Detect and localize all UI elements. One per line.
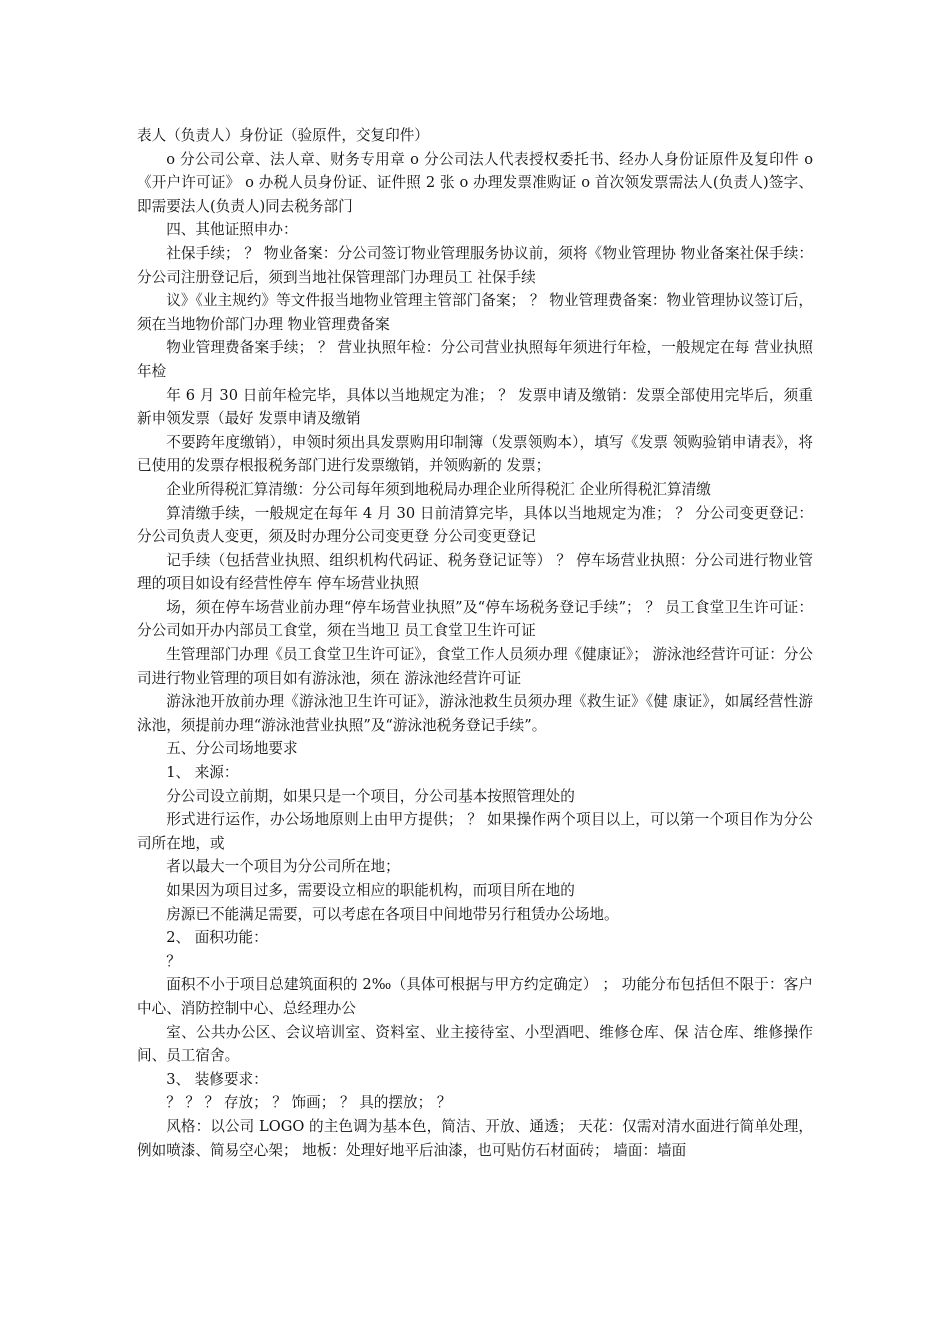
paragraph-annual-inspection: 物业管理费备案手续； ？ 营业执照年检：分公司营业执照每年须进行年检，一般规定在每 营业执照年检 <box>137 339 813 380</box>
paragraph-invoice-application: 年 6 月 30 日前年检完毕，具体以当地规定为准； ？ 发票申请及缴销：发票全部使用完毕后，须重新申领发票（最好 发票申请及缴销 <box>137 386 813 428</box>
paragraph-1: 表人（负责人）身份证（验原件，交复印件） <box>137 127 429 144</box>
paragraph-area-1: 面积不小于项目总建筑面积的 2‰（具体可根据与甲方约定确定） ； 功能分布包括但不限于：客户中心、消防控制中心、总经理办公 <box>137 976 813 1017</box>
paragraph-property-fee-filing: 议》《业主规约》等文件报当地物业管理主管部门备案； ？ 物业管理费备案：物业管理协议签订后，须在当地物价部门办理 物业管理费备案 <box>137 292 813 333</box>
paragraph-question-mark: ？ <box>166 952 181 970</box>
paragraph-canteen-permit: 场，须在停车场营业前办理“停车场营业执照”及“停车场税务登记手续”； ？ 员工食堂卫生许可证：分公司如开办内部员工食堂，须在当地卫 员工食堂卫生许可证 <box>137 598 813 640</box>
paragraph-source-3: 者以最大一个项目为分公司所在地； <box>166 858 400 876</box>
subheading-area-function: 2、 面积功能： <box>166 929 268 947</box>
paragraph-source-1: 分公司设立前期，如果只是一个项目，分公司基本按照管理处的 <box>166 787 575 805</box>
paragraph-parking-license: 记手续（包括营业执照、组织机构代码证、税务登记证等） ？ 停车场营业执照：分公司进行物业管理的项目如设有经营性停车 停车场营业执照 <box>137 551 813 593</box>
subheading-decoration: 3、 装修要求： <box>166 1070 268 1088</box>
section-heading-other-licenses: 四、其他证照申办： <box>166 221 298 239</box>
subheading-source: 1、 来源： <box>166 764 239 782</box>
paragraph-change-registration: 算清缴手续，一般规定在每年 4 月 30 日前清算完毕，具体以当地规定为准； ？ 分公司变更登记：分公司负责人变更，须及时办理分公司变更登 分公司变更登记 <box>137 504 813 546</box>
paragraph-source-5: 房源已不能满足需要，可以考虑在各项目中间地带另行租赁办公场地。 <box>166 905 619 923</box>
paragraph-source-4: 如果因为项目过多，需要设立相应的职能机构，而项目所在地的 <box>166 882 575 899</box>
paragraph-pool-permit: 生管理部门办理《员工食堂卫生许可证》，食堂工作人员须办理《健康证》； 游泳池经营许可证：分公司进行物业管理的项目如有游泳池，须在 游泳池经营许可证 <box>137 646 813 687</box>
paragraph-decoration-style: 风格：以公司 LOGO 的主色调为基本色，简洁、开放、通透； 天花：仅需对清水面进行简单处理，例如喷漆、简易空心架； 地板：处理好地平后油漆，也可贴仿石材面砖； 墙面：墙面 <box>137 1117 813 1159</box>
paragraph-income-tax: 企业所得税汇算清缴：分公司每年须到地税局办理企业所得税汇 企业所得税汇算清缴 <box>166 480 711 498</box>
paragraph-area-2: 室、公共办公区、会议培训室、资料室、业主接待室、小型酒吧、维修仓库、保 洁仓库、维修操作间、员工宿舍。 <box>137 1023 813 1065</box>
paragraph-pool-opening: 游泳池开放前办理《游泳池卫生许可证》，游泳池救生员须办理《救生证》《健 康证》，如属经营性游泳池，须提前办理“游泳池营业执照”及“游泳池税务登记手续”。 <box>137 693 813 734</box>
paragraph-social-insurance: 社保手续； ？ 物业备案：分公司签订物业管理服务协议前，须将《物业管理协 物业备案社保手续：分公司注册登记后，须到当地社保管理部门办理员工 社保手续 <box>137 244 813 286</box>
paragraph-invoice-cancellation: 不要跨年度缴销），申领时须出具发票购用印制簿（发票领购本），填写《发票 领购验销申请表》，将已使用的发票存根报税务部门进行发票缴销，并领购新的 发票； <box>137 433 813 475</box>
document-body <box>137 124 813 1162</box>
section-heading-site-requirements: 五、分公司场地要求 <box>166 740 298 758</box>
paragraph-decoration-items: ？ ？ ？ 存放； ？ 饰画； ？ 具的摆放； ？ <box>166 1094 452 1112</box>
paragraph-2: o 分公司公章、法人章、财务专用章 o 分公司法人代表授权委托书、经办人身份证原件及复印件 o《开户许可证》 o 办税人员身份证、证件照 2 张 o 办理发票准购证 o 首次领发票需法人(负责人)签字、即需要法人(负责人)同去税务部门 <box>137 150 813 215</box>
paragraph-source-2: 形式进行运作，办公场地原则上由甲方提供； ？ 如果操作两个项目以上，可以第一个项目作为分公司所在地，或 <box>137 811 813 852</box>
